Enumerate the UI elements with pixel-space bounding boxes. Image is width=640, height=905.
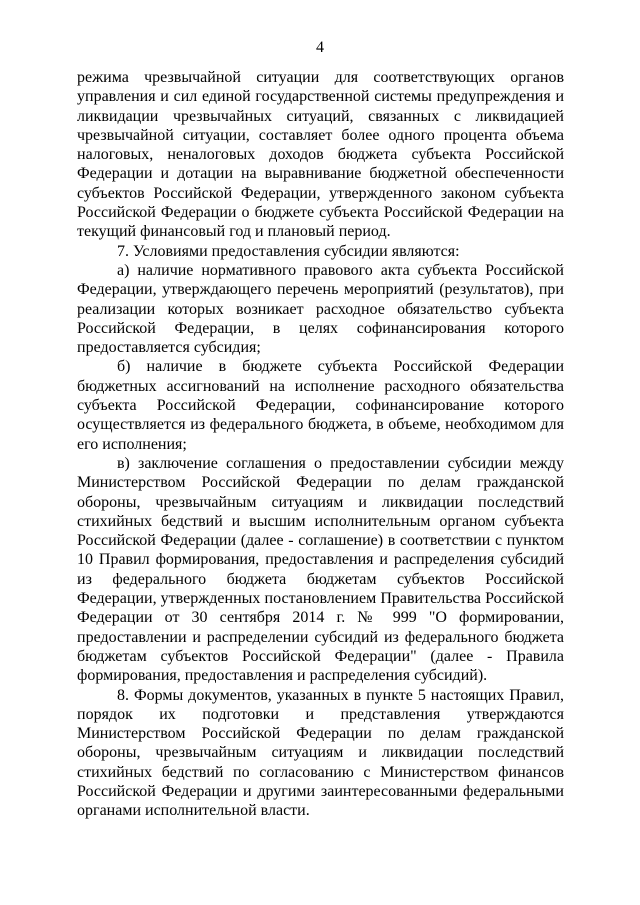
paragraph-continuation: режима чрезвычайной ситуации для соответствующих органов управления и сил единой государственной системы предупреждения и ликвидации чрезвычайных ситуаций, связанных с ликвидацией чрезвычайной ситуации, составляет более одного процента объема налоговых, неналоговых доходов бюджета субъекта Российской Федерации и дотации на выравнивание бюджетной обеспеченности субъектов Российской Федерации, утвержденного законом субъекта Российской Федерации о бюджете субъекта Российской Федерации на текущий финансовый год и плановый период. — [77, 69, 564, 241]
paragraph-item-7a: а) наличие нормативного правового акта субъекта Российской Федерации, утверждающего перечень мероприятий (результатов), при реализации которых возникает расходное обязательство субъекта Российской Федерации, в целях софинансирования которого предоставляется субсидия; — [77, 261, 564, 357]
paragraph-item-7b: б) наличие в бюджете субъекта Российской Федерации бюджетных ассигнований на исполнение расходного обязательства субъекта Российской Федерации, софинансирование которого осуществляется из федерального бюджета, в объеме, необходимом для его исполнения; — [77, 358, 564, 453]
paragraph-item-7: 7. Условиями предоставления субсидии являются: — [117, 242, 460, 260]
paragraph-item-8: 8. Формы документов, указанных в пункте 5 настоящих Правил, порядок их подготовки и представления утверждаются Министерством Российской Федерации по делам гражданской обороны, чрезвычайным ситуациям и ликвидации последствий стихийных бедствий по согласованию с Министерством финансов Российской Федерации и другими заинтересованными федеральными органами исполнительной власти. — [77, 686, 564, 820]
paragraph-item-7v: в) заключение соглашения о предоставлении субсидии между Министерством Российской Федерации по делам гражданской обороны, чрезвычайным ситуациям и ликвидации последствий стихийных бедствий и высшим исполнительным органом субъекта Российской Федерации (далее - соглашение) в соответствии с пунктом 10 Правил формирования, предоставления и распределения субсидий из федерального бюджета бюджетам субъектов Российской Федерации, утвержденных постановлением Правительства Российской Федерации от 30 сентября 2014 г. № 999 "О формировании, предоставлении и распределении субсидий из федерального бюджета бюджетам субъектов Российской Федерации" (далее - Правила формирования, предоставления и распределения субсидий). — [77, 454, 564, 685]
page-number: 4 — [316, 39, 324, 56]
document-body — [77, 68, 564, 821]
